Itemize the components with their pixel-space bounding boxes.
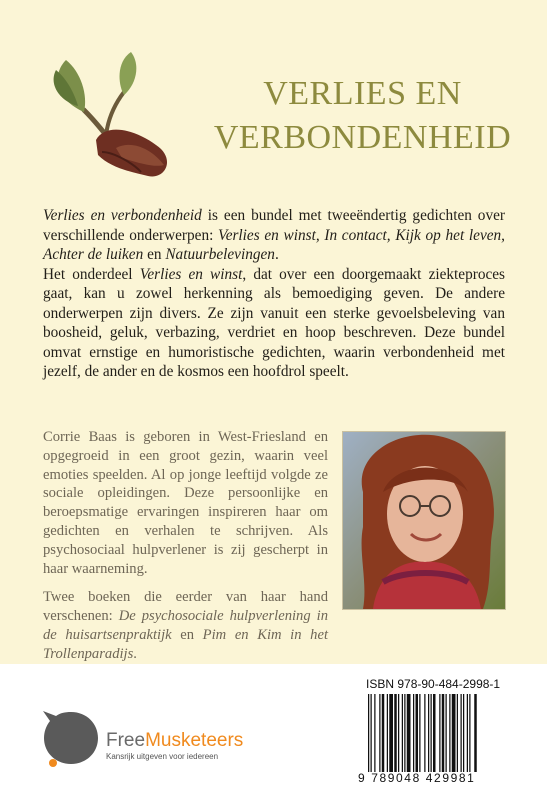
book-title	[190, 72, 535, 160]
barcode-bar	[374, 694, 375, 772]
barcode-bar	[379, 694, 380, 772]
barcode-bar	[457, 694, 458, 772]
barcode-bar	[394, 694, 397, 772]
book-title-inline: Verlies en verbondenheid	[43, 207, 202, 224]
bio-paragraph-2	[43, 588, 328, 663]
barcode-bar	[442, 694, 445, 772]
barcode-bar	[416, 694, 419, 772]
barcode-bar	[371, 694, 372, 772]
leaf-bud-illustration	[36, 40, 186, 190]
author-photo	[342, 431, 506, 610]
publisher-tagline: Kansrijk uitgeven voor iedereen	[106, 752, 219, 761]
barcode-bar	[389, 694, 393, 772]
isbn-barcode	[358, 677, 520, 790]
description-text: is een bundel met tweeëndertig gedichten over verschillende onderwerpen:	[43, 207, 505, 244]
speech-bubble-icon	[40, 708, 102, 770]
publisher-name	[106, 730, 243, 752]
barcode-bar	[419, 694, 420, 772]
publisher-name-musketeers: Musketeers	[145, 730, 244, 751]
bio-text: Twee boeken die eerder van haar hand verschenen:	[43, 589, 328, 625]
title-line-1: VERLIES EN	[263, 75, 462, 112]
bio-text: en	[171, 626, 203, 643]
previous-book-2: Pim en Kim in het Trollenparadijs	[43, 626, 328, 662]
barcode-bar	[474, 694, 477, 772]
barcode-bars	[368, 694, 518, 772]
barcode-bar	[413, 694, 414, 772]
publisher-name-free: Free	[106, 730, 146, 751]
barcode-bar	[404, 694, 405, 772]
barcode-bar	[449, 694, 450, 772]
description-text: en	[143, 246, 166, 263]
previous-book-1: De psychosociale hulpverlening in de huisartsenpraktijk	[43, 608, 329, 643]
bio-paragraph-1: Corrie Baas is geboren in West-Friesland en opgegroeid in een groot gezin, waarin veel emoties speelden. Al op jonge leeftijd volgde ze sociale opleidingen. Deze persoonlijke en beroepsmatige ervaringen inspireren haar om gedichten en verhalen te schrijven. Als psychosociaal hulpverlener is zij gescherpt in haar waarneming.	[43, 429, 328, 577]
description-paragraph-1	[43, 206, 505, 265]
barcode-bar	[428, 694, 429, 772]
barcode-bar	[387, 694, 388, 772]
bio-text: .	[133, 645, 137, 662]
barcode-bar	[424, 694, 425, 772]
barcode-bar	[368, 694, 369, 772]
barcode-bar	[431, 694, 432, 772]
description-text: , dat over een doorgemaakt ziekteproces gaat, kan u zowel herkenning als bemoediging geven. De andere onderwerpen zijn divers. Ze zijn vanuit een sterke gevoelsbeleving van boosheid, geluk, verbazing, verdriet en hoop beschreven. Deze bundel omvat ernstige en humoristische gedichten, waarin verbondenheid met jezelf, de ander en de kosmos een hoofdrol speelt.	[43, 265, 506, 380]
barcode-bar	[439, 694, 440, 772]
description-text: Het onderdeel	[43, 265, 140, 283]
barcode-bar	[461, 694, 462, 772]
description-text: .	[274, 246, 279, 263]
barcode-bar	[433, 694, 436, 772]
barcode-bar	[469, 694, 470, 772]
barcode-bar	[467, 694, 468, 772]
barcode-bar	[407, 694, 411, 772]
description-paragraph-2	[43, 265, 505, 382]
barcode-bar	[446, 694, 447, 772]
barcode-digits: 9 789048 429981	[358, 771, 476, 785]
barcode-bar	[452, 694, 456, 772]
isbn-label: ISBN 978-90-484-2998-1	[366, 677, 501, 691]
topic-natuurbelevingen: Natuurbelevingen	[165, 246, 275, 263]
publisher-logo	[40, 708, 244, 768]
barcode-bar	[382, 694, 385, 772]
title-line-2: VERBONDENHEID	[213, 119, 512, 156]
barcode-bar	[463, 694, 464, 772]
topic-verlies-en-winst: Verlies en winst	[139, 265, 243, 283]
barcode-bar	[402, 694, 403, 772]
barcode-bar	[398, 694, 399, 772]
topic-list: Verlies en winst, In contact, Kijk op het leven, Achter de luiken	[43, 226, 505, 263]
author-bio	[43, 428, 328, 674]
book-description	[43, 206, 505, 382]
